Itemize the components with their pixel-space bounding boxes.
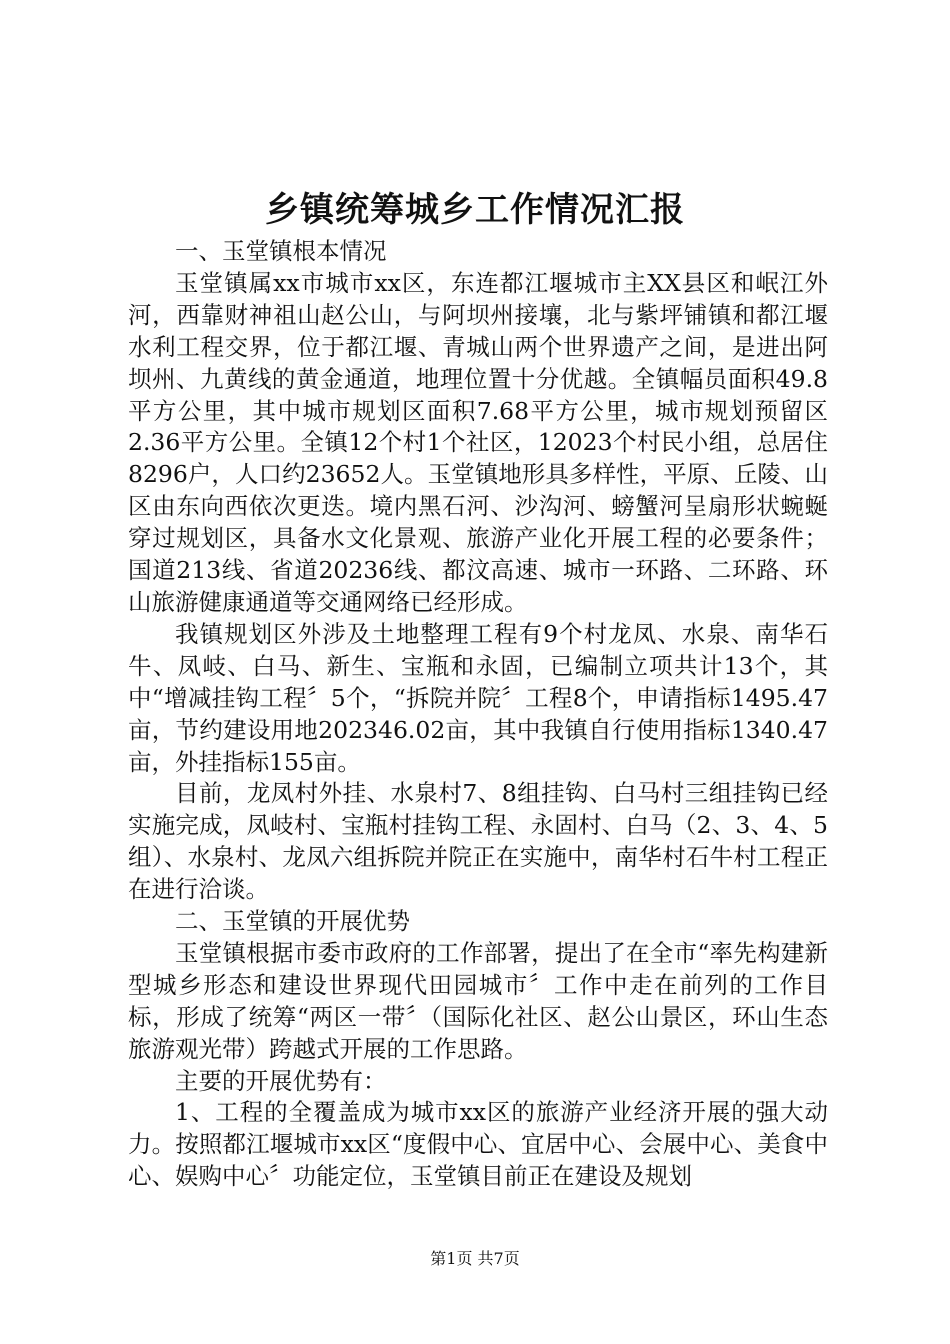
paragraph: 目前，龙凤村外挂、水泉村7、8组挂钩、白马村三组挂钩已经实施完成，凤岐村、宝瓶村挂钩工程、永固村、白马（2、3、4、5组）、水泉村、龙凤六组拆院并院正在实施中，南华村石牛村工程正在进行洽谈。 xyxy=(128,779,828,904)
section-heading: 一、玉堂镇根本情况 xyxy=(175,237,387,265)
document-body xyxy=(128,236,828,1193)
paragraph: 主要的开展优势有： xyxy=(175,1066,387,1095)
paragraph: 我镇规划区外涉及土地整理工程有9个村龙凤、水泉、南华石牛、凤岐、白马、新生、宝瓶和永固，已编制立项共计13个，其中“增减挂钩工程〞5个，“拆院并院〞工程8个，申请指标1495.47亩，节约建设用地202346.02亩，其中我镇自行使用指标1340.47亩，外挂指标155亩。 xyxy=(128,619,828,776)
section-heading: 二、玉堂镇的开展优势 xyxy=(175,907,410,936)
document-title: 乡镇统筹城乡工作情况汇报 xyxy=(265,190,685,230)
paragraph: 1、工程的全覆盖成为城市xx区的旅游产业经济开展的强大动力。按照都江堰城市xx区“度假中心、宜居中心、会展中心、美食中心、娱购中心〞功能定位，玉堂镇目前正在建设及规划 xyxy=(128,1098,828,1191)
paragraph: 玉堂镇属xx市城市xx区，东连都江堰城市主XX县区和岷江外河，西靠财神祖山赵公山，与阿坝州接壤，北与紫坪铺镇和都江堰水利工程交界，位于都江堰、青城山两个世界遗产之间，是进出阿坝州、九黄线的黄金通道，地理位置十分优越。全镇幅员面积49.8平方公里，其中城市规划区面积7.68平方公里，城市规划预留区2.36平方公里。全镇12个村1个社区，12023个村民小组，总居住8296户，人口约23652人。玉堂镇地形具多样性，平原、丘陵、山区由东向西依次更迭。境内黑石河、沙沟河、螃蟹河呈扇形状蜿蜒穿过规划区，具备水文化景观、旅游产业化开展工程的必要条件；国道213线、省道20236线、都汶高速、城市一环路、二环路、环山旅游健康通道等交通网络已经形成。 xyxy=(128,268,828,616)
paragraph: 玉堂镇根据市委市政府的工作部署，提出了在全市“率先构建新型城乡形态和建设世界现代田园城市〞工作中走在前列的工作目标，形成了统筹“两区一带〞（国际化社区、赵公山景区，环山生态旅游观光带）跨越式开展的工作思路。 xyxy=(128,938,828,1063)
page-footer: 第1页 共7页 xyxy=(430,1249,520,1268)
